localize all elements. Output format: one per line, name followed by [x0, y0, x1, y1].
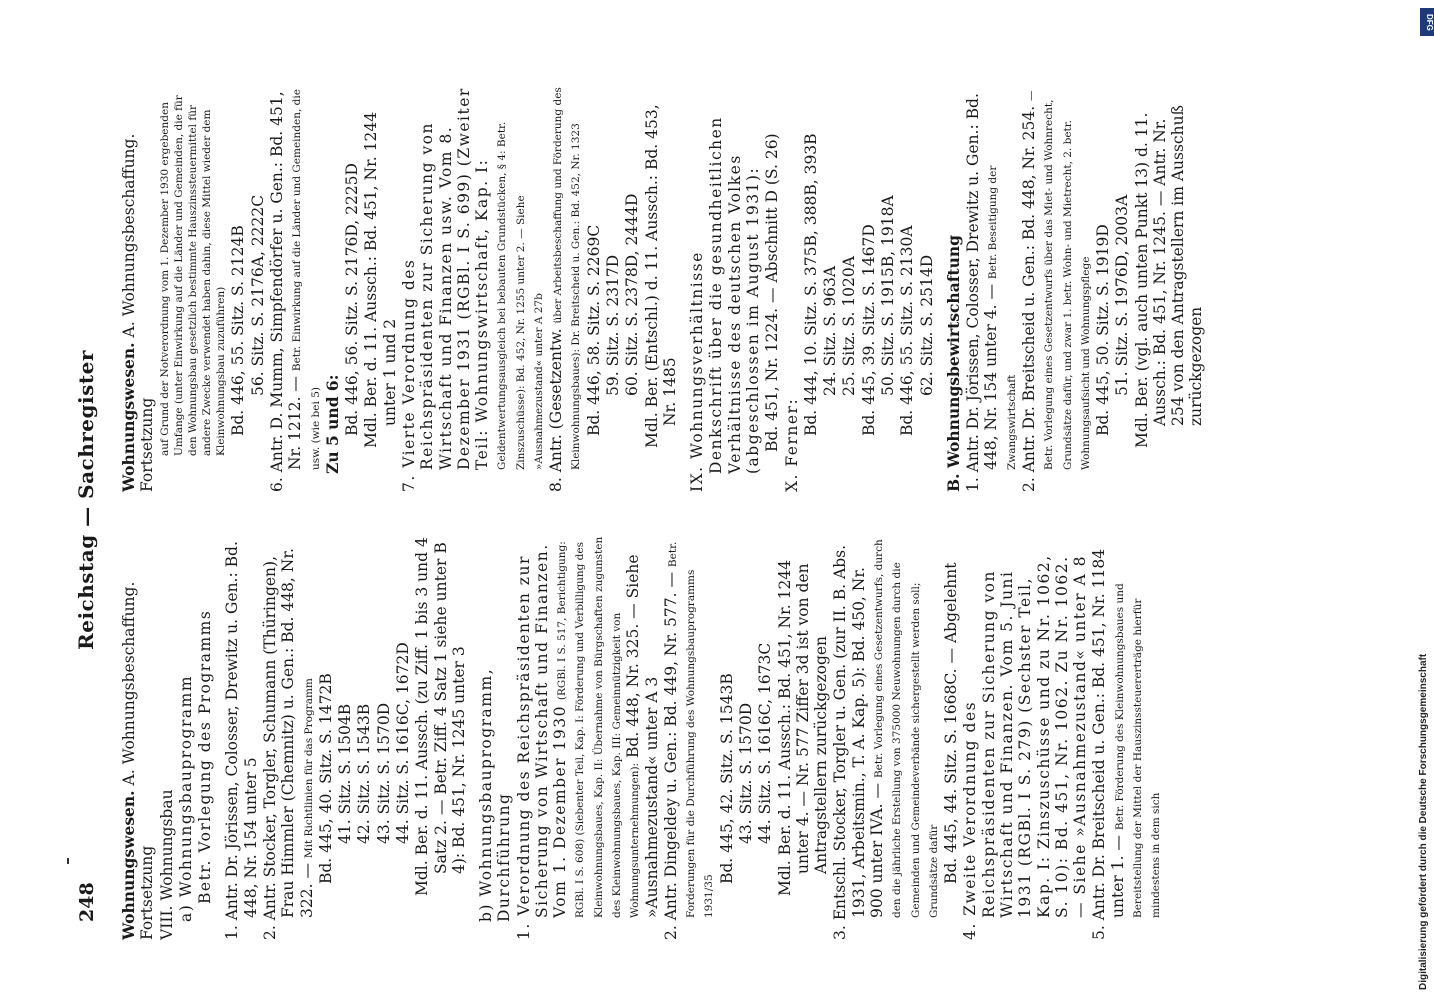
section-heading: IX. Wohnungsverhältnisse — [688, 251, 707, 492]
entry-b6: 6. Antr. D. Mumm, Simpfendörfer u. Gen.: Bd. 451, Nr. 1212. — Betr. Einwirkung auf die Länder und Gemeinden, die usw. (wie bei 5) — [267, 89, 322, 492]
entry-x-ref: Bd. 445, 39. Sitz. S. 1467D — [859, 224, 878, 436]
left-column — [120, 535, 1164, 940]
entry-a2-ref: 43. Sitz. S. 1570D — [374, 702, 393, 844]
entry-b2: 2. Antr. Dingeldey u. Gen.: Bd. 449, Nr. 577. — Betr. Forderungen für die Durchführung des Wohnungsbauprogramms 1931/35 — [661, 541, 716, 940]
entry-a2-ref: 44. Sitz. S. 1616C, 1672D — [393, 642, 412, 844]
entry-a2-report: Mdl. Ber. d. 11. Aussch. (zu Ziff. 1 bis 3 und 4 Satz 2. — Betr. Ziff. 4 Satz 1 siehe unter B 4): Bd. 451, Nr. 1245 unter 3 — [413, 537, 468, 896]
entry-b2-ref: 44. Sitz. S. 1616C, 1673C — [756, 642, 775, 844]
entry-b3: 3. Entschl. Stocker, Torgler u. Gen. (zur II. B. Abs. 1931, Arbeitsmin., T. A. Kap. 5): Bd. 450, Nr. 900 unter IVA. — Betr. Vorlegung eines Gesetzentwurfs, durch den die jährliche Erstellung von 375000 Neuwohnungen durch die Gemeinden und Gemeindeverbände sichergestellt werden soll; Grundsätze dafür — [831, 539, 940, 940]
entry-x-ref: Bd. 444, 10. Sitz. S. 375B, 388B, 393B — [801, 133, 820, 436]
column-head-rest: A. Wohnungsbeschaffung. Fortsetzung — [120, 133, 157, 492]
entry-b8-ref: Bd. 446, 58. Sitz. S. 2269C — [584, 224, 603, 436]
entry-a2: 2. Antr. Stocker, Torgler, Schumann (Thüringen), Frau Himmler (Chemnitz) u. Gen.: Bd. 448, Nr. 322. — Mit Richtlinien für das Programm — [260, 548, 316, 940]
entry-x-ref: 25. Sitz. S. 1020A — [840, 256, 859, 396]
entry-b8: 8. Antr. (Gesetzentw. über Arbeitsbeschaffung und Förderung des Kleinwohnungsbaues): Dr. Breitscheid u. Gen.: Bd. 452, Nr. 1323 — [547, 87, 583, 492]
rotated-document-page — [60, 60, 1280, 940]
entry-zu56-ref: Bd. 446, 56. Sitz. S. 2176D, 2225D — [343, 163, 362, 436]
entry-bb1: 1. Antr. Dr. Jörissen, Colosser, Drewitz u. Gen.: Bd. 448, Nr. 154 unter 4. — Betr. Beseitigung der Zwangswirtschaft — [964, 93, 1018, 492]
section-heading: VIII. Wohnungsbau — [157, 789, 176, 940]
entry-b2-report: Mdl. Ber. d. 11. Aussch.: Bd. 451, Nr. 1244 unter 4. — Nr. 577 Ziffer 3d ist von den Antragstellern zurückgezogen — [775, 559, 831, 896]
right-column — [120, 87, 1207, 492]
entry-zu56: Zu 5 und 6: — [322, 374, 342, 474]
page-number: 248 — [76, 882, 98, 922]
entry-b8-ref: 60. Sitz. S. 2378D, 2444D — [623, 193, 642, 396]
entry-a1: 1. Antr. Dr. Jörissen, Colosser, Drewitz u. Gen.: Bd. 448, Nr. 154 unter 5 — [223, 541, 260, 940]
section-b-heading: B. Wohnungsbewirtschaftung — [943, 235, 963, 492]
entry-zu56-report: Mdl. Ber. d. 11. Aussch.: Bd. 451, Nr. 1244 unter 1 und 2 — [362, 111, 399, 448]
column-head-rest: A. Wohnungsbeschaffung. Fortsetzung — [120, 581, 157, 940]
column-head: Wohnungswesen. — [119, 790, 138, 940]
entry-b2-ref: Bd. 445, 42. Sitz. S. 1543B — [717, 673, 736, 884]
entry-b1: 1. Verordnung des Reichspräsidenten zur Sicherung von Wirtschaft und Finanzen. Vom 1. Dezember 1930 (RGBl. I S. 517, Berichtigung: RGBl. I S. 608) (Siebenter Teil, Kap. I: Förderung und Verbilligung des Kleinwohnungsbaues, Kap. II: Übernahme von Bürgschaften zugunsten des Kleinwohnungsbaues, Kap. III: Gemeinnützigkeit von Wohnungsunternehmungen): Bd. 448, Nr. 325. — Siehe »Ausnahmezustand« unter A 3 — [514, 536, 661, 940]
entry-x-ref: Bd. 446, 55. Sitz. S. 2130A — [898, 225, 917, 436]
subsection-b: b) Wohnungsbauprogramm, Durchführung — [477, 667, 514, 922]
entry-b5-ref: Bd. 446, 55. Sitz. S. 2124B — [229, 225, 248, 436]
entry-b5-continued: auf Grund der Notverordnung vom 1. Dezember 1930 ergebenden Umfange (unter Einwirkung auf die Länder und Gemeinden, die für den Wohnungsbau gesetzlich bestimmte Hauszinssteuermittel für andere Zwecke verwendet haben dahin, diese Mittel wieder dem Kleinwohnungsbau zuzuführen) — [158, 95, 228, 456]
entry-x-ref: 50. Sitz. S. 1915B, 1918A — [878, 195, 897, 396]
entry-x-ref: 24. Sitz. S. 963A — [821, 265, 840, 396]
subsection-a-topic: Betr. Vorlegung des Programms — [196, 609, 215, 904]
entry-x-ref: 62. Sitz. S. 2514D — [917, 254, 936, 396]
entry-bb2-ref: 51. Sitz. S. 1976D, 2003A — [1113, 194, 1132, 396]
entry-b3-ref: Bd. 445, 44. Sitz. S. 1668C. — Abgelehnt — [942, 562, 961, 884]
entry-bb2-ref: Bd. 445, 50. Sitz. S. 1919D — [1094, 224, 1113, 436]
entry-b2-ref: 43. Sitz. S. 1570D — [737, 702, 755, 844]
entry-ix-ref: Bd. 451, Nr. 1224. — Abschnitt D (S. 26) — [763, 133, 782, 452]
entry-bb2: 2. Antr. Dr. Breitscheid u. Gen.: Bd. 448, Nr. 254. — Betr. Vorlegung eines Gesetzentwurfs über das Miet- und Wohnrecht, Grundsätze dafür, und zwar 1. betr. Wohn- und Mietrecht, 2. betr. Wohnungsaufsicht und Wohnungspflege — [1019, 90, 1092, 492]
entry-ix: Denkschrift über die gesundheitlichen Verhältnisse des deutschen Volkes (abgeschlossen im August 1931): — [707, 116, 763, 474]
digitization-credit: Digitalisierung gefördert durch die Deutsche Forschungsgemeinschaft — [1418, 653, 1429, 990]
entry-b8-report: Mdl. Ber. (Entschl.) d. 11. Aussch.: Bd. 453, Nr. 1485 — [642, 104, 679, 448]
running-title: Reichstag — Sachregister — [74, 350, 98, 650]
entry-bb2-report: Mdl. Ber. (vgl. auch unten Punkt 13) d. 11. Aussch.: Bd. 451, Nr. 1245. — Antr. Nr. 254 von den Antragstellern im Ausschuß zurückgezogen — [1132, 105, 1206, 448]
entry-a2-ref: Bd. 445, 40. Sitz. S. 1472B — [316, 673, 335, 884]
column-head: Wohnungswesen. — [119, 342, 138, 492]
page-header — [60, 60, 120, 940]
entry-b5-ref: 56. Sitz. S. 2176A, 2222C — [248, 194, 267, 396]
section-heading: X. Ferner: — [782, 397, 801, 492]
entry-a2-ref: 41. Sitz. S. 1504B — [336, 703, 355, 844]
entry-b7: 7. Vierte Verordnung des Reichspräsidenten zur Sicherung von Wirtschaft und Finanzen usw. Vom 8. Dezember 1931 (RGBl. I S. 699) (Zweiter Teil: Wohnungswirtschaft, Kap. I: Geldentwertungsausgleich bei bebauten Grundstücken, § 4: Betr. Zinszuschüsse): Bd. 452, Nr. 1255 unter 2. — Siehe »Ausnahmezustand« unter A 27b — [399, 87, 545, 492]
entry-b5: 5. Antr. Dr. Breitscheid u. Gen.: Bd. 451, Nr. 1184 unter 1. — Betr. Förderung des Kleinwohnungsbaues und Bereitstellung der Mittel der Hauszinssteuererträge hierfür mindestens in dem sich — [1090, 548, 1163, 940]
subsection-a: a) Wohnungsbauprogramm — [176, 674, 195, 922]
entry-b4: 4. Zweite Verordnung des Reichspräsidenten zur Sicherung von Wirtschaft und Finanzen. Vom 5. Juni 1931 (RGBl. I S. 279) (Sechster Teil, Kap. I: Zinszuschüsse und zu Nr. 1062, S. 10): Bd. 451, Nr. 1062. Zu Nr. 1062. — Siehe »Ausnahmezustand« unter A 8 — [961, 554, 1090, 940]
entry-b8-ref: 59. Sitz. S. 2317D — [604, 254, 623, 396]
dfg-logo: DFG — [1420, 8, 1434, 36]
entry-a2-ref: 42. Sitz. S. 1543B — [355, 703, 374, 844]
